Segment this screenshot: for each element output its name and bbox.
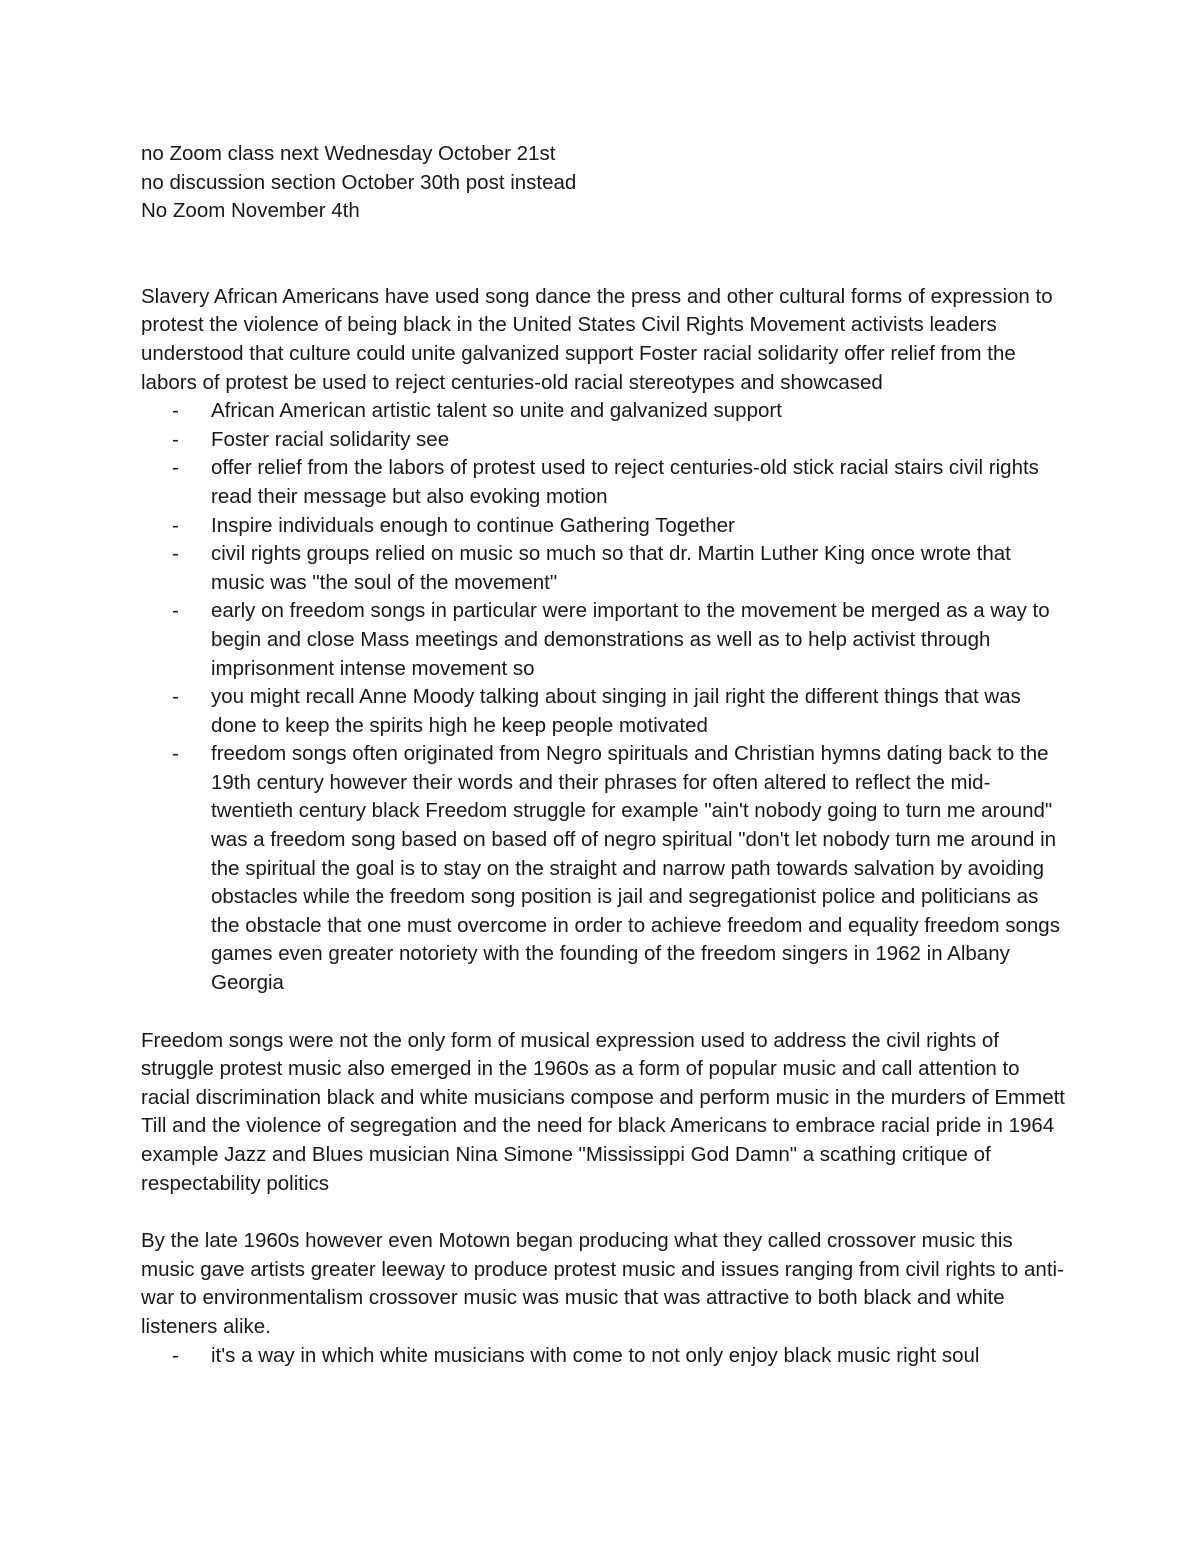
- list-item-text: African American artistic talent so unite and galvanized support: [211, 399, 782, 423]
- dash-bullet: -: [172, 456, 179, 480]
- list-item-text: Foster racial solidarity see: [211, 427, 450, 451]
- list-item-text: civil rights groups relied on music so much so that dr. Martin Luther King once wrote that music was "the soul of the movement": [211, 542, 1011, 594]
- dash-bullet: -: [172, 542, 179, 566]
- dash-bullet: -: [172, 399, 179, 423]
- dash-bullet: -: [172, 742, 179, 766]
- list-item-text: it's a way in which white musicians with come to not only enjoy black music right soul: [211, 1343, 980, 1367]
- section2-paragraph: Freedom songs were not the only form of musical expression used to address the civil rights of struggle protest music also emerged in the 1960s as a form of popular music and call attention to racial discrimination black and white musicians compose and perform music in the murders of Emmett Till and the violence of segregation and the need for black Americans to embrace racial pride in 1964 example Jazz and Blues musician Nina Simone "Mississippi God Damn" a scathing critique of respectability politics: [141, 1028, 1066, 1195]
- list-item-text: Inspire individuals enough to continue Gathering Together: [211, 513, 735, 537]
- document-page: [141, 140, 1066, 1370]
- list-item: [141, 512, 1066, 541]
- list-item-text: offer relief from the labors of protest used to reject centuries-old stick racial stairs civil rights read their message but also evoking motion: [211, 456, 1039, 508]
- section1-paragraph: Slavery African Americans have used song dance the press and other cultural forms of expression to protest the violence of being black in the United States Civil Rights Movement activists leaders understood that culture could unite galvanized support Foster racial solidarity offer relief from the labors of protest be used to reject centuries-old racial stereotypes and showcased: [141, 284, 1053, 394]
- list-item: [141, 740, 1066, 997]
- dash-bullet: -: [172, 1343, 179, 1367]
- list-item-text: freedom songs often originated from Negro spirituals and Christian hymns dating back to the 19th century however their words and their phrases for often altered to reflect the mid-twentieth century black Freedom struggle for example "ain't nobody going to turn me around" was a freedom song based on based off of negro spiritual "don't let nobody turn me around in the spiritual the goal is to stay on the straight and narrow path towards salvation by avoiding obstacles while the freedom song position is jail and segregationist police and politicians as the obstacle that one must overcome in order to achieve freedom and equality freedom songs games even greater notoriety with the founding of the freedom singers in 1962 in Albany Georgia: [211, 742, 1060, 995]
- list-item: [141, 1342, 1066, 1371]
- section3-paragraph: By the late 1960s however even Motown began producing what they called crossover music this music gave artists greater leeway to produce protest music and issues ranging from civil rights to anti-war to environmentalism crossover music was music that was attractive to both black and white listeners alike.: [141, 1229, 1064, 1338]
- dash-bullet: -: [172, 599, 179, 623]
- announcement-line: No Zoom November 4th: [141, 199, 360, 223]
- list-item: [141, 454, 1066, 511]
- list-item: [141, 540, 1066, 597]
- spacer: [141, 226, 1066, 283]
- list-item-text: you might recall Anne Moody talking about singing in jail right the different things that was done to keep the spirits high he keep people motivated: [211, 685, 1021, 737]
- section1-bullet-list: [141, 397, 1066, 997]
- list-item: [141, 426, 1066, 455]
- announcements: [141, 140, 1066, 226]
- dash-bullet: -: [172, 513, 179, 537]
- list-item-text: early on freedom songs in particular were important to the movement be merged as a way to begin and close Mass meetings and demonstrations as well as to help activist through imprisonment intense movement so: [211, 599, 1050, 680]
- list-item: [141, 597, 1066, 683]
- announcement-line: no Zoom class next Wednesday October 21st: [141, 142, 556, 165]
- announcement-line: no discussion section October 30th post instead: [141, 170, 577, 194]
- section3-bullet-list: [141, 1342, 1066, 1371]
- list-item: [141, 397, 1066, 426]
- spacer: [141, 1198, 1066, 1227]
- dash-bullet: -: [172, 427, 179, 451]
- list-item: [141, 683, 1066, 740]
- spacer: [141, 998, 1066, 1027]
- dash-bullet: -: [172, 685, 179, 709]
